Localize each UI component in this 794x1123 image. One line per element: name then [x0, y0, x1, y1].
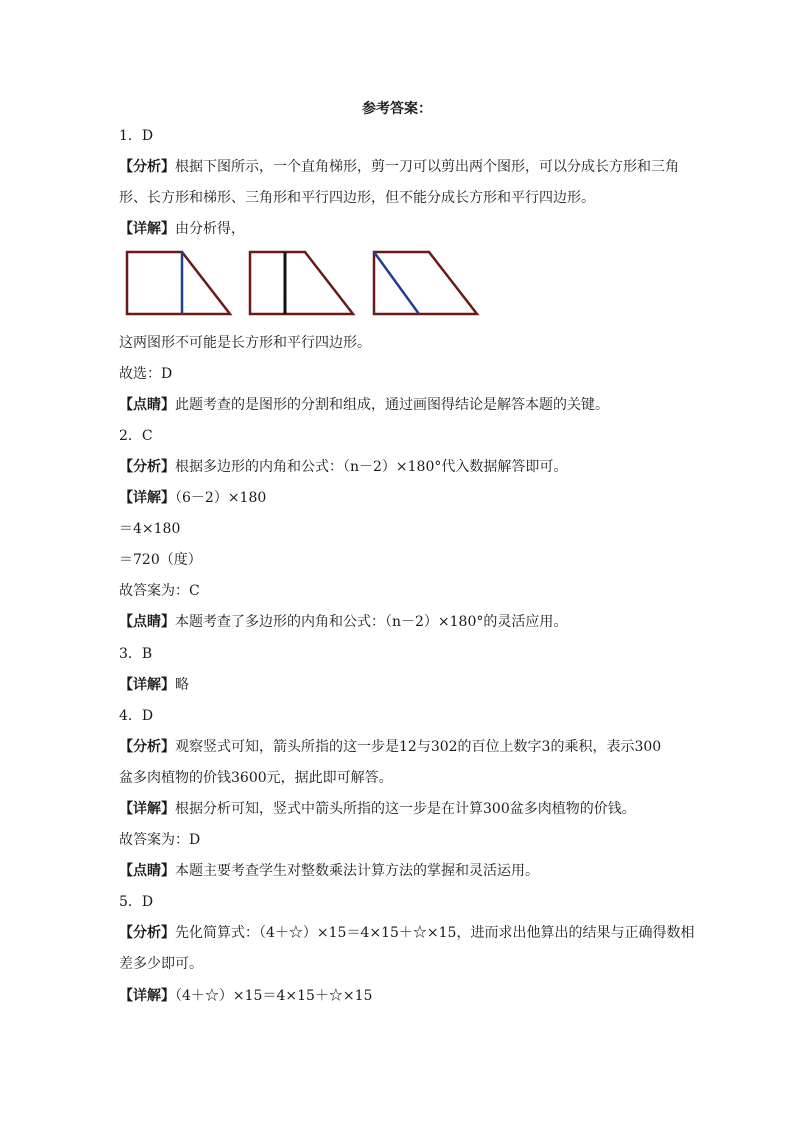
figure-rectangle-triangle [127, 252, 230, 314]
page-title: 参考答案： [362, 101, 432, 117]
line-text: 根据分析可知，竖式中箭头所指的这一步是在计算300盆多肉植物的价钱。 [175, 801, 636, 817]
answer-line [119, 922, 694, 942]
answer-line [119, 798, 636, 818]
section-tag: 【分析】 [119, 739, 175, 755]
answer-line [119, 394, 609, 414]
line-text: 此题考查的是图形的分割和组成，通过画图得结论是解答本题的关键。 [175, 397, 609, 413]
section-tag: 【分析】 [119, 159, 175, 175]
section-tag: 【点睛】 [119, 863, 175, 879]
line-text: 差多少即可。 [119, 956, 203, 972]
answer-line [119, 580, 200, 600]
section-tag: 【详解】 [119, 801, 175, 817]
answer-line [119, 891, 153, 911]
answer-line [119, 860, 539, 880]
line-text: 本题考查了多边形的内角和公式：（n－2）×180°的灵活应用。 [175, 614, 568, 630]
line-text: 形、长方形和梯形、三角形和平行四边形，但不能分成长方形和平行四边形。 [119, 190, 595, 206]
line-text: 本题主要考查学生对整数乘法计算方法的掌握和灵活运用。 [175, 863, 539, 879]
line-text: 故选：D [119, 366, 173, 382]
section-tag: 【详解】 [119, 490, 175, 506]
figure-triangle-parallelogram [374, 252, 477, 314]
section-tag: 【详解】 [119, 988, 175, 1004]
answer-line [119, 705, 153, 725]
line-text: （6－2）×180 [175, 490, 267, 506]
answer-line [119, 611, 567, 631]
line-text: 盆多肉植物的价钱3600元，据此即可解答。 [119, 770, 393, 786]
answer-line [119, 156, 679, 176]
line-text: 4．D [119, 708, 154, 724]
line-text: 观察竖式可知，箭头所指的这一步是12与302的百位上数字3的乘积，表示300 [175, 739, 662, 755]
line-text: 故答案为：D [119, 832, 201, 848]
line-text: 故答案为：C [119, 583, 200, 599]
line-text: 3．B [119, 646, 153, 662]
answer-line [119, 363, 172, 383]
section-tag: 【点睛】 [119, 397, 175, 413]
line-text: 根据下图所示，一个直角梯形，剪一刀可以剪出两个图形，可以分成长方形和三角 [175, 159, 679, 175]
line-text: （4＋☆）×15＝4×15＋☆×15 [175, 988, 373, 1004]
line-text: 由分析得， [175, 221, 245, 237]
answer-line [119, 549, 202, 569]
answer-line [119, 767, 393, 787]
section-tag: 【详解】 [119, 221, 175, 237]
answer-line [119, 953, 203, 973]
line-text: 5．D [119, 894, 154, 910]
line-text: 略 [175, 677, 189, 693]
section-tag: 【详解】 [119, 677, 175, 693]
section-tag: 【分析】 [119, 459, 175, 475]
trapezoid-figures [122, 246, 484, 320]
line-text: ＝720（度） [119, 552, 202, 568]
answer-line [119, 736, 661, 756]
figure-rectangle-trapezoid [250, 252, 353, 314]
answer-line [119, 425, 153, 445]
line-text: 2．C [119, 428, 153, 444]
answer-line [119, 187, 595, 207]
section-tag: 【点睛】 [119, 614, 175, 630]
line-text: 这两图形不可能是长方形和平行四边形。 [119, 335, 371, 351]
answer-line [119, 218, 245, 238]
answer-line [119, 456, 567, 476]
answer-line [119, 643, 152, 663]
line-text: 1．D [119, 128, 154, 144]
answer-line [119, 125, 153, 145]
answer-line [119, 674, 189, 694]
answer-line [119, 487, 266, 507]
line-text: 根据多边形的内角和公式：（n－2）×180°代入数据解答即可。 [175, 459, 568, 475]
section-tag: 【分析】 [119, 925, 175, 941]
line-text: 先化简算式：（4＋☆）×15＝4×15＋☆×15，进而求出他算出的结果与正确得数相 [175, 925, 695, 941]
answer-line [119, 985, 372, 1005]
answer-line [119, 332, 371, 352]
answer-line [119, 829, 200, 849]
line-text: ＝4×180 [119, 521, 181, 537]
answer-line [119, 518, 180, 538]
